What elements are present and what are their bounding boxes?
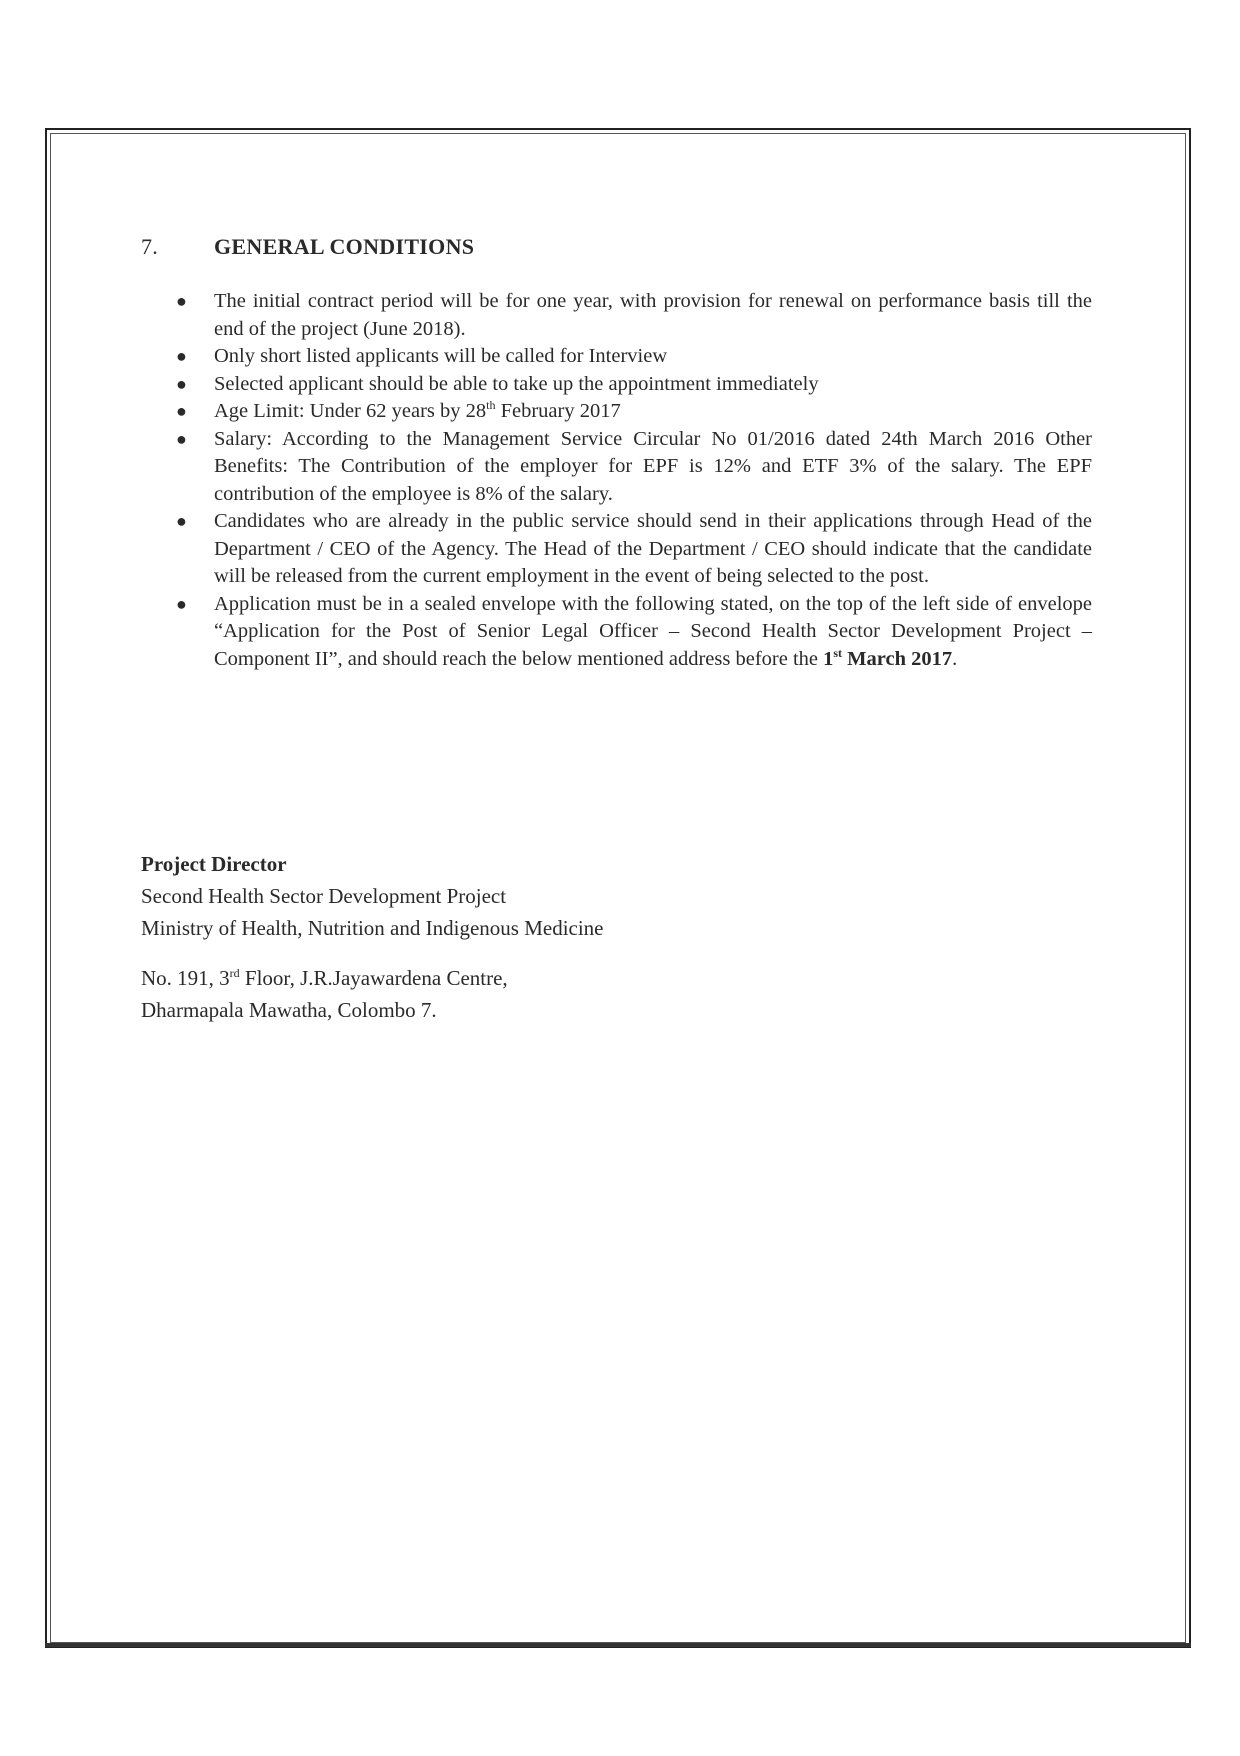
ordinal-suffix: th	[486, 398, 496, 413]
list-item	[172, 508, 1092, 591]
bullet-icon: ●	[176, 428, 187, 449]
deadline-day: 1	[823, 647, 834, 670]
list-item	[172, 591, 1092, 674]
condition-text: Selected applicant should be able to take up the appointment immediately	[214, 372, 819, 395]
bullet-icon: ●	[176, 511, 187, 531]
address-line: Second Health Sector Development Project	[141, 884, 507, 908]
address-line: Ministry of Health, Nutrition and Indigenous Medicine	[141, 916, 604, 940]
list-item	[172, 371, 1092, 399]
address-line-part: No. 191, 3	[141, 966, 230, 990]
deadline-month-year: March 2017	[842, 647, 953, 670]
contact-address	[141, 848, 604, 1026]
ordinal-suffix: rd	[229, 966, 240, 980]
condition-text: The initial contract period will be for one year, with provision for renewal on performance basis till the end of the project (June 2018).	[214, 290, 1092, 340]
bullet-icon: ●	[176, 346, 187, 366]
bullet-icon: ●	[176, 401, 187, 421]
condition-text: February 2017	[495, 400, 621, 422]
section-number: 7.	[141, 234, 159, 259]
bullet-icon: ●	[176, 593, 187, 614]
list-item	[172, 343, 1092, 371]
list-item	[172, 288, 1092, 343]
address-title: Project Director	[141, 852, 287, 876]
address-line	[141, 962, 604, 994]
bullet-icon: ●	[176, 373, 187, 394]
list-item	[172, 398, 1092, 426]
section-title: GENERAL CONDITIONS	[214, 234, 475, 259]
condition-text: Candidates who are already in the public service should send in their applications through Head of the Department / CEO of the Agency. The Head of the Department / CEO should indicate that the candidate will be released from the current employment in the event of being selected to the post.	[214, 510, 1092, 587]
condition-text: Only short listed applicants will be called for Interview	[214, 345, 668, 367]
bullet-icon: ●	[176, 291, 187, 311]
condition-text: Age Limit: Under 62 years by 28	[214, 400, 487, 422]
address-line: Dharmapala Mawatha, Colombo 7.	[141, 998, 437, 1022]
ordinal-suffix: st	[833, 645, 843, 660]
list-item	[172, 426, 1092, 509]
condition-text: Application must be in a sealed envelope with the following stated, on the top of the left side of envelope “Application for the Post of Senior Legal Officer – Second Health Sector Development Project – Component II”, and should reach the below mentioned address before the	[214, 592, 1092, 670]
page-border-bottom	[45, 1643, 1191, 1647]
condition-text: Salary: According to the Management Service Circular No 01/2016 dated 24th March 2016 Other Benefits: The Contribution of the employer for EPF is 12% and ETF 3% of the salary. The EPF contribution of the employee is 8% of the salary.	[214, 427, 1092, 505]
section-heading	[141, 234, 474, 260]
condition-text: .	[952, 647, 958, 670]
conditions-list	[172, 288, 1092, 673]
address-line-part: Floor, J.R.Jayawardena Centre,	[239, 966, 508, 990]
